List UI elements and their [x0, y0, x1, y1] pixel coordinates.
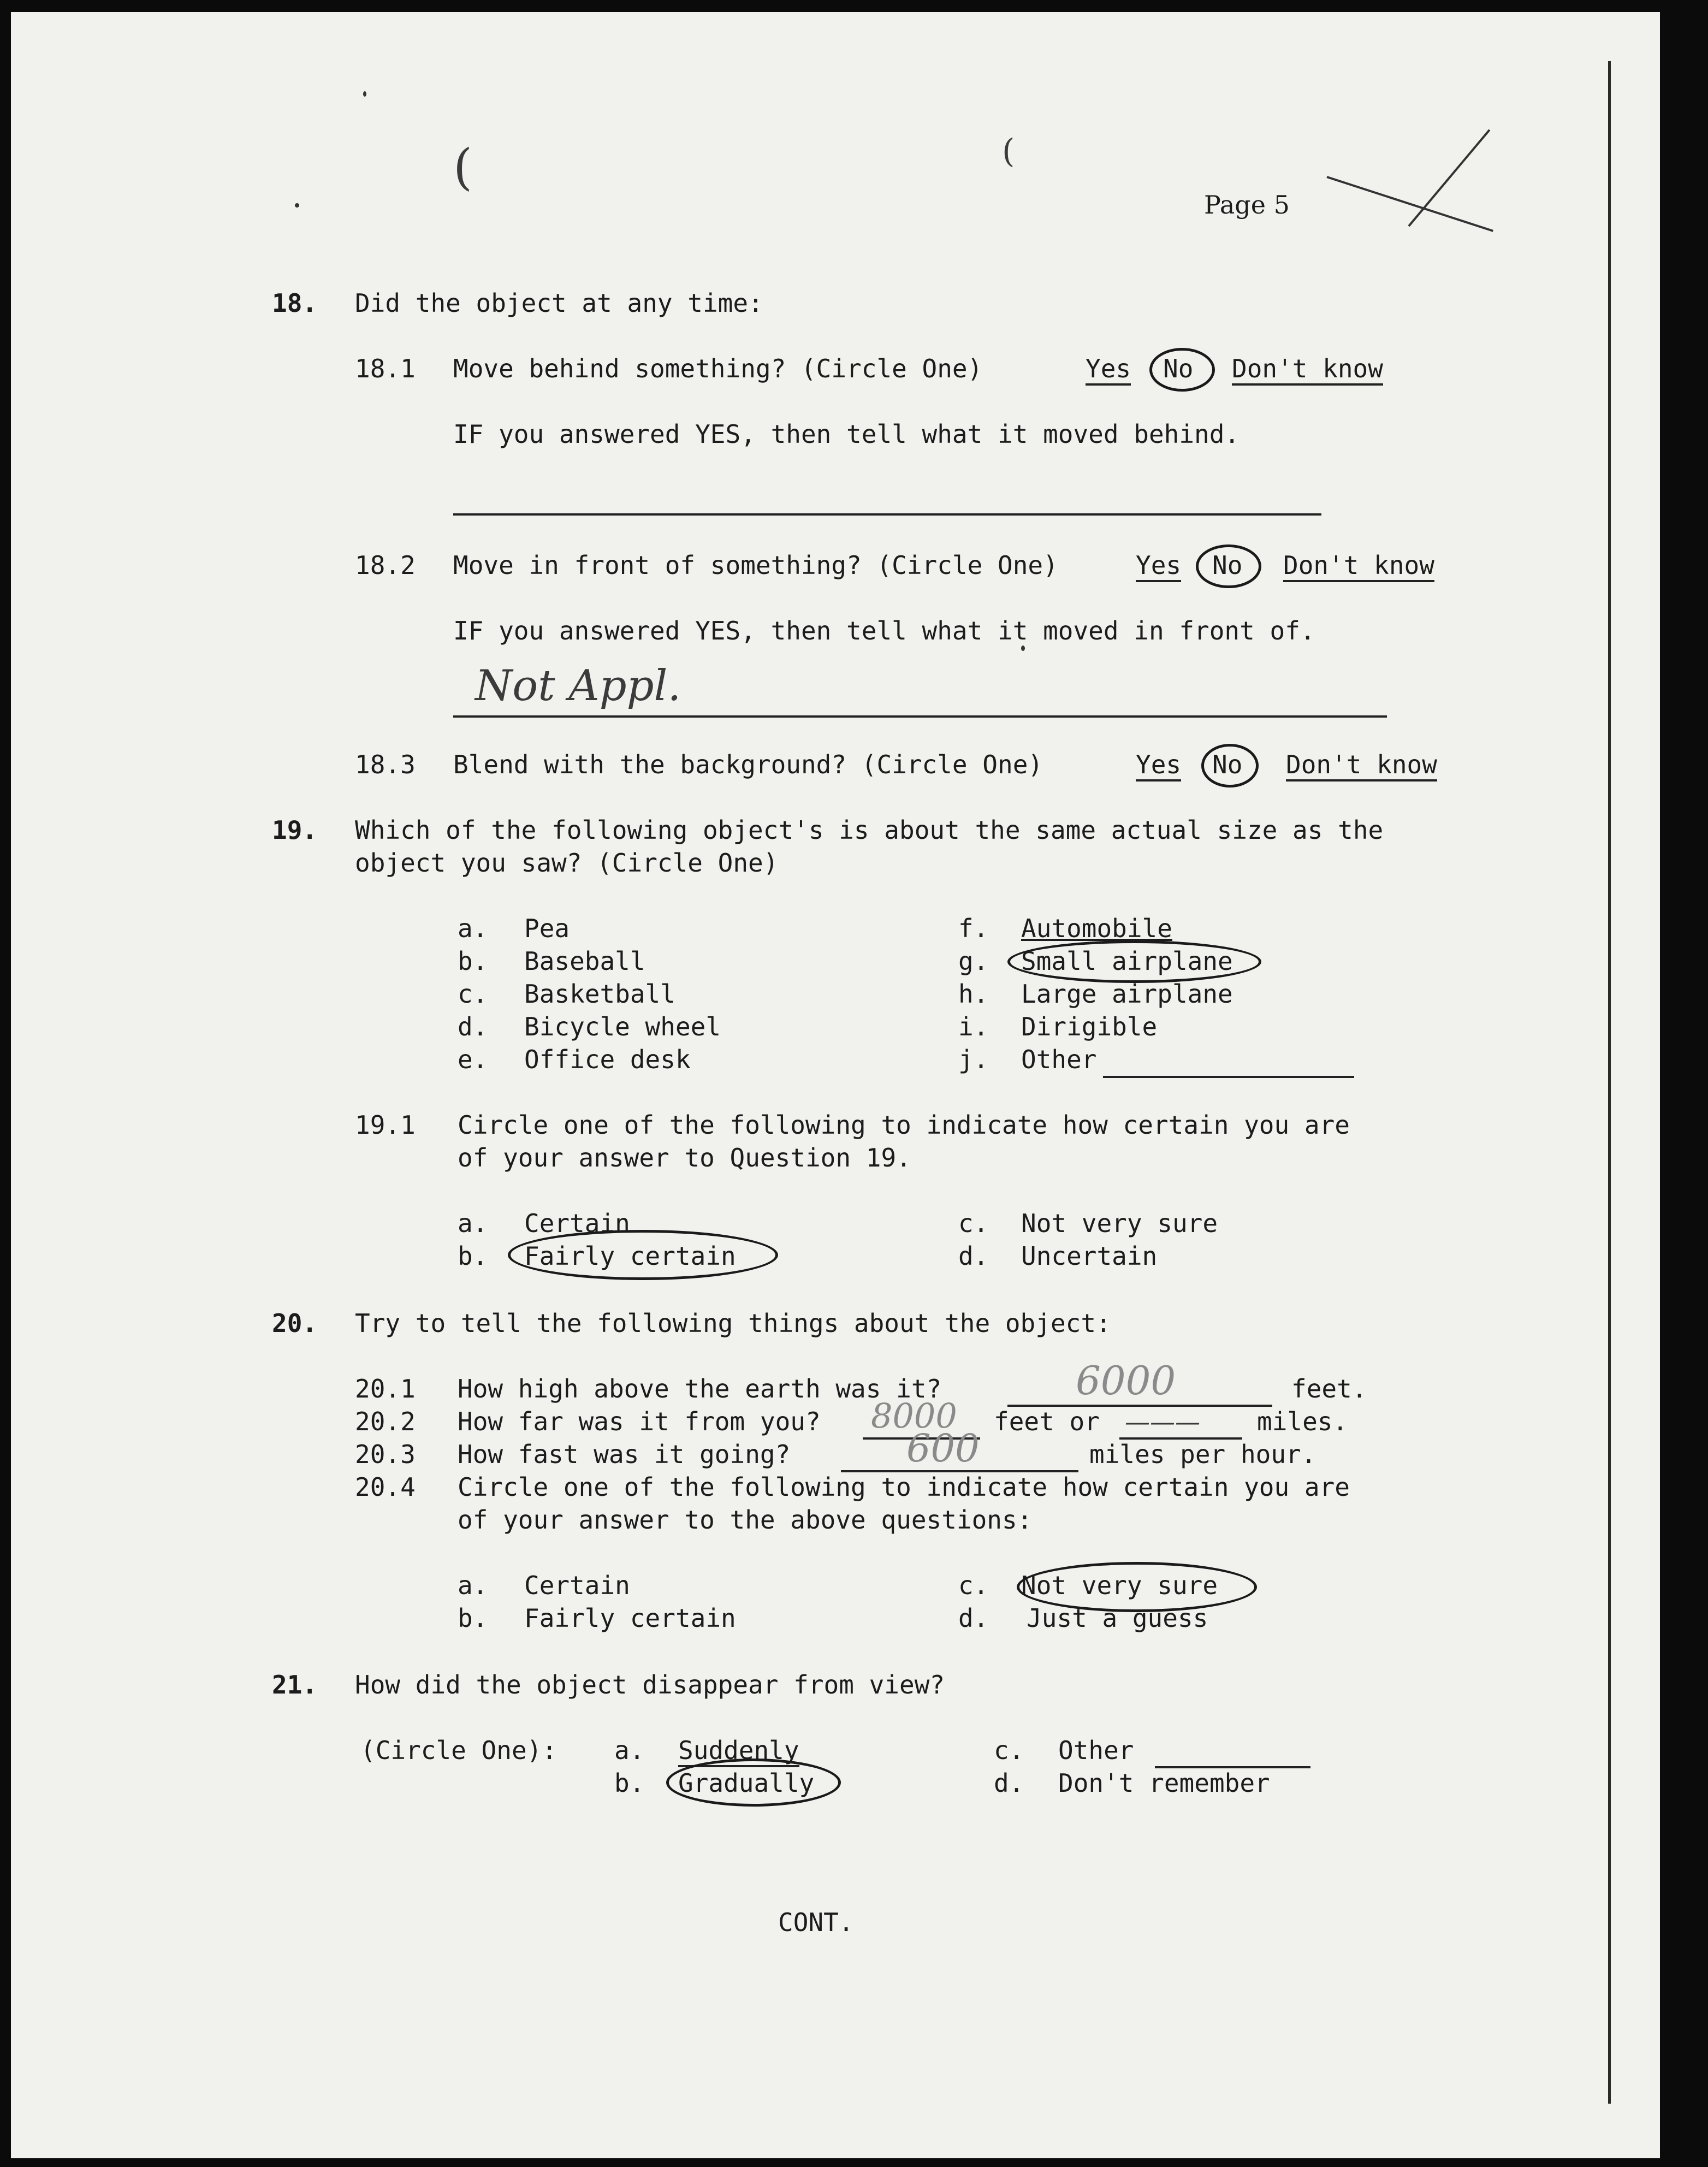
q19-option-j[interactable]: Other — [1021, 1045, 1097, 1074]
q20-4-number: 20.4 — [355, 1472, 416, 1502]
q20-1-answer: 6000 — [1076, 1358, 1176, 1404]
q20-1-number: 20.1 — [355, 1374, 416, 1404]
q19-1-option-d[interactable]: Uncertain — [1021, 1241, 1158, 1271]
smudge-dot — [295, 203, 299, 208]
q19-option-f[interactable]: Automobile — [1021, 914, 1172, 943]
q20-2-number: 20.2 — [355, 1407, 416, 1436]
smudge-dot — [1021, 646, 1025, 651]
q18-2-followup: IF you answered YES, then tell what it moved in front of. — [453, 616, 1315, 646]
q21-option-d-letter: d. — [994, 1768, 1024, 1798]
q20-2-answer: 8000 — [871, 1396, 957, 1436]
q20-text: Try to tell the following things about the object: — [355, 1309, 1111, 1338]
q19-option-a[interactable]: Pea — [524, 914, 570, 943]
q20-4-option-b-letter: b. — [458, 1603, 488, 1633]
q19-1-option-b[interactable]: Fairly certain — [524, 1241, 736, 1271]
q19-1-option-d-letter: d. — [958, 1241, 989, 1271]
bracket-mark: ( — [1002, 132, 1015, 170]
q21-option-a-letter: a. — [614, 1736, 645, 1765]
q21-option-b[interactable]: Gradually — [678, 1768, 815, 1798]
q19-1-option-a-letter: a. — [458, 1209, 488, 1238]
q21-text: How did the object disappear from view? — [355, 1670, 945, 1700]
q18-text: Did the object at any time: — [355, 288, 763, 318]
q20-4-option-c-letter: c. — [958, 1571, 989, 1600]
q18-2-number: 18.2 — [355, 550, 416, 580]
q19-option-g-circle — [1007, 940, 1261, 983]
q19-1-option-c-letter: c. — [958, 1209, 989, 1238]
q18-1-text: Move behind something? (Circle One) — [453, 354, 983, 383]
q21-option-c-letter: c. — [994, 1736, 1024, 1765]
q18-1-number: 18.1 — [355, 354, 416, 383]
q20-4-text-line2: of your answer to the above questions: — [458, 1505, 1033, 1535]
q19-option-j-letter: j. — [958, 1045, 989, 1074]
q21-option-c[interactable]: Other — [1058, 1736, 1134, 1765]
q19-option-b[interactable]: Baseball — [524, 946, 645, 976]
q20-4-option-a-letter: a. — [458, 1571, 488, 1600]
q20-2-text: How far was it from you? — [458, 1407, 821, 1436]
q18-1-no[interactable]: No — [1163, 354, 1194, 383]
q20-4-option-d[interactable]: Just a guess — [1027, 1603, 1208, 1633]
q19-other-line[interactable] — [1103, 1076, 1354, 1078]
q19-number: 19. — [272, 815, 318, 845]
q20-2-unit: miles. — [1257, 1407, 1348, 1436]
q20-1-unit: feet. — [1291, 1374, 1367, 1404]
q21-option-b-circle — [666, 1759, 841, 1807]
q19-option-h[interactable]: Large airplane — [1021, 979, 1233, 1009]
q19-1-option-b-letter: b. — [458, 1241, 488, 1271]
handwritten-x-mark — [1408, 129, 1490, 227]
q19-1-option-b-circle — [508, 1230, 778, 1280]
continued-footer: CONT. — [778, 1908, 854, 1937]
q18-3-dont-know[interactable]: Don't know — [1286, 752, 1437, 781]
q20-4-option-c[interactable]: Not very sure — [1021, 1571, 1218, 1600]
q18-2-no-circle — [1196, 544, 1261, 588]
q19-1-text-line1: Circle one of the following to indicate how certain you are — [458, 1110, 1350, 1140]
q20-3-unit: miles per hour. — [1089, 1440, 1316, 1469]
q18-3-yes[interactable]: Yes — [1136, 752, 1181, 781]
q18-1-dont-know[interactable]: Don't know — [1232, 356, 1383, 386]
q19-option-a-letter: a. — [458, 914, 488, 943]
q21-option-b-letter: b. — [614, 1768, 645, 1798]
q18-2-text: Move in front of something? (Circle One) — [453, 550, 1058, 580]
q19-option-e[interactable]: Office desk — [524, 1045, 691, 1074]
bracket-mark: ( — [453, 139, 473, 196]
q19-option-g-letter: g. — [958, 946, 989, 976]
q20-3-text: How fast was it going? — [458, 1440, 791, 1469]
q18-2-yes[interactable]: Yes — [1136, 553, 1181, 582]
q18-1-yes[interactable]: Yes — [1086, 356, 1131, 386]
page-number: Page 5 — [1204, 190, 1290, 220]
document-page — [11, 12, 1660, 2158]
q18-3-no[interactable]: No — [1212, 750, 1243, 779]
q18-1-answer-line[interactable] — [453, 513, 1321, 516]
q19-option-e-letter: e. — [458, 1045, 488, 1074]
q18-3-number: 18.3 — [355, 750, 416, 779]
q18-3-no-circle — [1201, 744, 1259, 788]
q20-2-mid: feet or — [994, 1407, 1100, 1436]
q21-number: 21. — [272, 1670, 318, 1700]
q18-3-text: Blend with the background? (Circle One) — [453, 750, 1043, 779]
q19-option-c[interactable]: Basketball — [524, 979, 675, 1009]
q19-1-number: 19.1 — [355, 1110, 416, 1140]
q18-1-followup: IF you answered YES, then tell what it moved behind. — [453, 419, 1240, 449]
q18-2-answer-line[interactable] — [453, 715, 1387, 718]
q20-4-option-a[interactable]: Certain — [524, 1571, 630, 1600]
q20-3-answer: 600 — [906, 1426, 980, 1471]
q19-option-c-letter: c. — [458, 979, 488, 1009]
q21-prefix: (Circle One): — [360, 1736, 558, 1765]
q18-2-dont-know[interactable]: Don't know — [1283, 553, 1434, 582]
q21-option-d[interactable]: Don't remember — [1058, 1768, 1270, 1798]
q18-2-handwritten-answer: Not Appl. — [475, 661, 681, 711]
q19-1-option-c[interactable]: Not very sure — [1021, 1209, 1218, 1238]
q20-1-text: How high above the earth was it? — [458, 1374, 942, 1404]
q19-text-line2: object you saw? (Circle One) — [355, 848, 779, 878]
q20-4-option-b[interactable]: Fairly certain — [524, 1603, 736, 1633]
q19-option-d-letter: d. — [458, 1012, 488, 1041]
q19-option-f-letter: f. — [958, 914, 989, 943]
q18-2-no[interactable]: No — [1212, 550, 1243, 580]
q19-1-text-line2: of your answer to Question 19. — [458, 1143, 911, 1173]
q20-number: 20. — [272, 1309, 318, 1338]
q18-1-no-circle — [1149, 348, 1215, 392]
q19-option-g[interactable]: Small airplane — [1021, 946, 1233, 976]
q19-option-b-letter: b. — [458, 946, 488, 976]
q20-4-text-line1: Circle one of the following to indicate how certain you are — [458, 1472, 1350, 1502]
q19-option-d[interactable]: Bicycle wheel — [524, 1012, 721, 1041]
q20-3-number: 20.3 — [355, 1440, 416, 1469]
q21-option-a[interactable]: Suddenly — [678, 1738, 799, 1767]
q19-option-i[interactable]: Dirigible — [1021, 1012, 1158, 1041]
q20-2-answer2: ——— — [1125, 1407, 1200, 1436]
q20-4-option-d-letter: d. — [958, 1603, 989, 1633]
right-page-edge — [1608, 61, 1611, 2104]
q19-option-i-letter: i. — [958, 1012, 989, 1041]
q19-1-option-a[interactable]: Certain — [524, 1209, 630, 1238]
q19-text-line1: Which of the following object's is about the same actual size as the — [355, 815, 1384, 845]
smudge-dot — [363, 91, 366, 97]
q19-option-h-letter: h. — [958, 979, 989, 1009]
q18-number: 18. — [272, 288, 318, 318]
